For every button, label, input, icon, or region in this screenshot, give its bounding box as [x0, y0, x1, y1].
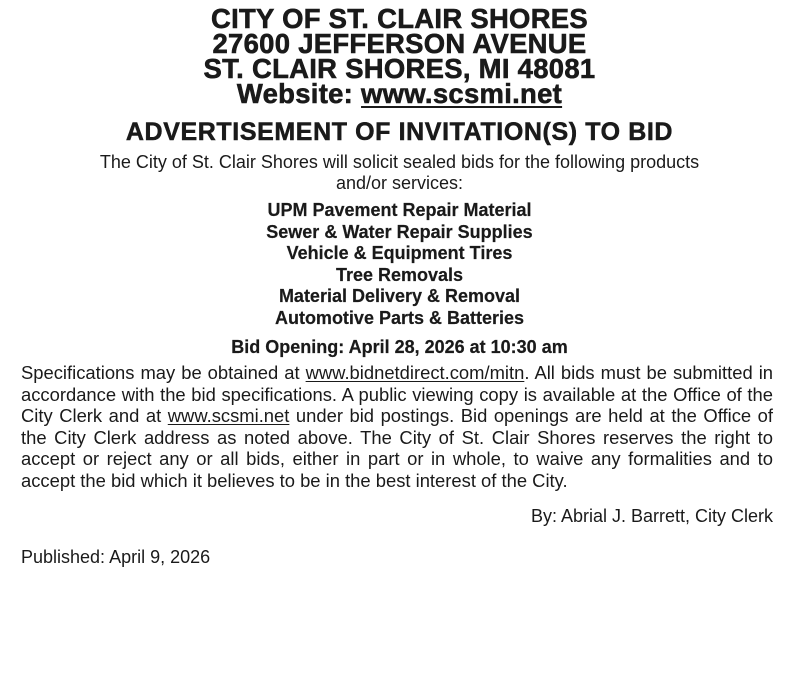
published-date: Published: April 9, 2026 — [21, 547, 211, 567]
notice-header — [22, 3, 777, 109]
bid-item: Material Delivery & Removal — [278, 286, 521, 306]
bid-item: Vehicle & Equipment Tires — [286, 243, 513, 263]
legal-notice — [0, 3, 799, 688]
city-state-zip: ST. CLAIR SHORES, MI 48081 — [203, 53, 596, 84]
street-address: 27600 JEFFERSON AVENUE — [212, 28, 587, 59]
website-line — [30, 78, 770, 109]
bidnet-link[interactable]: www.bidnetdirect.com/mitn — [305, 362, 525, 383]
scsmi-link[interactable]: www.scsmi.net — [167, 405, 290, 426]
signature-line: By: Abrial J. Barrett, City Clerk — [530, 506, 773, 526]
body-paragraph — [21, 362, 773, 491]
bid-opening-date: Bid Opening: April 28, 2026 at 10:30 am — [231, 337, 568, 357]
bid-item: Sewer & Water Repair Supplies — [266, 221, 533, 242]
website-label: Website: — [236, 78, 362, 109]
body-text-part2: . All bids must be submitted in accordance with the bid specifications. A public viewing copy is available at the Office of the City Clerk and at — [21, 362, 774, 426]
bid-item: Tree Removals — [335, 264, 464, 285]
notice-title: ADVERTISEMENT OF INVITATION(S) TO BID — [125, 118, 674, 146]
body-text-part3: under bid postings. Bid openings are held at the Office of the City Clerk address as noted above. The City of St. Clair Shores reserves the right to accept or reject any or all bids, either in part or in whole, to waive any formalities and to accept the bid which it believes to be in the best interest of the City. — [21, 405, 773, 491]
bid-item: UPM Pavement Repair Material — [267, 200, 532, 220]
intro-text: The City of St. Clair Shores will solicit sealed bids for the following products and/or services: — [99, 152, 700, 193]
website-link[interactable]: www.scsmi.net — [361, 78, 563, 109]
city-name: CITY OF ST. CLAIR SHORES — [210, 3, 589, 34]
bid-items-list — [22, 200, 777, 329]
bid-item: Automotive Parts & Batteries — [274, 307, 525, 328]
body-text-part1: Specifications may be obtained at — [21, 362, 306, 383]
